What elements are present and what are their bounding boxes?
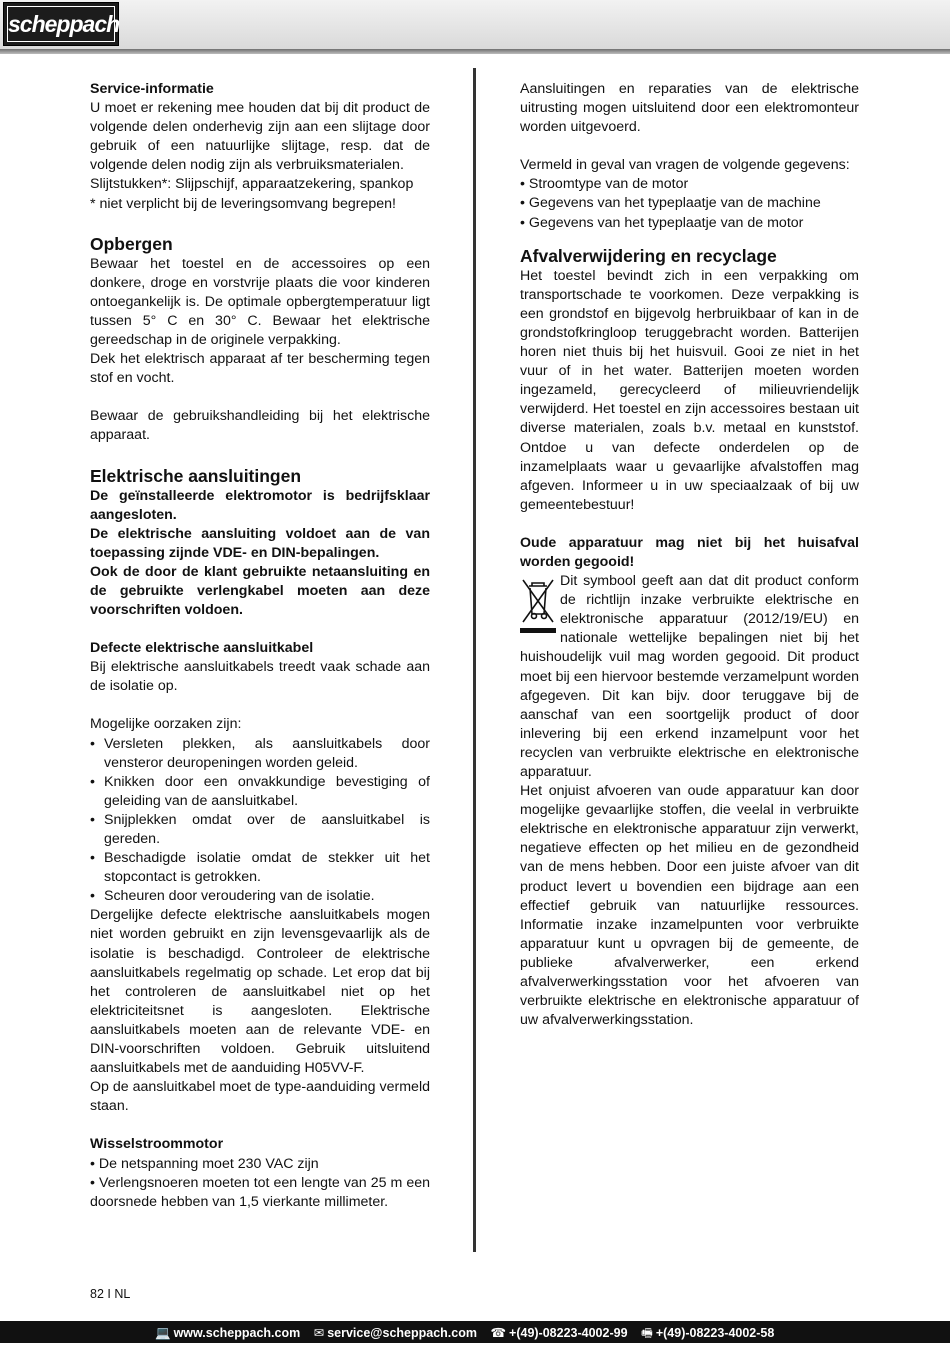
storage-text-2: Dek het elektrisch apparaat af ter bescherming tegen stof en vocht. (90, 351, 430, 387)
ac-motor-item: • De netspanning moet 230 VAC zijn (90, 1155, 319, 1172)
causes-list (90, 735, 430, 907)
header-rule (0, 49, 950, 54)
phone-text: +(49)-08223-4002-99 (509, 1326, 628, 1340)
email-text: service@scheppach.com (327, 1326, 477, 1340)
electrical-note-2: De elektrische aansluiting voldoet aan de van toepassing zijnde VDE- en DIN-bepalingen. (90, 525, 430, 561)
page-number: 82 I NL (90, 1287, 131, 1301)
storage-text-1: Bewaar het toestel en de accessoires op een donkere, droge en vorstvrije plaats die voor kinderen ontoegankelijk is. De optimale opbergtemperatuur ligt tussen 5° C en 30° C. Bewaar het elektrische gereedschap in de originele verpakking. (90, 255, 430, 349)
causes-intro: Mogelijke oorzaken zijn: (90, 716, 242, 733)
website-text: www.scheppach.com (173, 1326, 301, 1340)
questions-intro: Vermeld in geval van vragen de volgende gegevens: (520, 157, 850, 174)
fax-text: +(49)-08223-4002-58 (655, 1326, 775, 1340)
computer-icon: 💻 (155, 1326, 171, 1340)
ac-motor-item: • Verlengsnoeren moeten tot een lengte van 25 m een doorsnede hebben van 1,5 vierkante millimeter. (90, 1174, 430, 1210)
defect-cable-text-1: Bij elektrische aansluitkabels treedt vaak schade aan de isolatie op. (90, 659, 430, 695)
scheppach-logo (3, 2, 119, 46)
question-item: • Gegevens van het typeplaatje van de machine (520, 195, 821, 212)
right-column (520, 80, 859, 1030)
service-text: U moet er rekening mee houden dat bij dit product de volgende delen onderhevig zijn aan een slijtage door gebruik of een natuurlijke slijtage, resp. dat de volgende delen nodig zijn als verbruiksmaterialen. (90, 100, 430, 174)
defect-cable-text-3: Op de aansluitkabel moet de type-aanduiding vermeld staan. (90, 1079, 430, 1115)
list-item: • Scheuren door veroudering van de isolatie. (90, 887, 430, 906)
electrical-note-3: Ook de door de klant gebruikte netaansluiting en de gebruikte verlengkabel moeten aan deze voorschriften voldoen. (90, 563, 430, 619)
mail-icon: ✉ (313, 1326, 325, 1340)
storage-text-3: Bewaar de gebruikshandleiding bij het elektrische apparaat. (90, 408, 430, 444)
list-item: • Knikken door een onvakkundige bevestiging of geleiding van de aansluitkabel. (90, 773, 430, 811)
fax-icon: 🖷 (641, 1326, 653, 1340)
weee-text: Dit symbool geeft aan dat dit product conform de richtlijn inzake verbruikte elektrische en elektronische apparatuur (2012/19/EU) en nationale wettelijke bepalingen niet bij het huishoudelijk vuil mag worden gegooid. Dit product moet bij een hiervoor bestemde verzamelpunt worden afgegeven. Dit kan bijv. door teruggave bij de aanschaf van een soortgelijk product of door inlevering bij een erkend inzamelpunt voor het recyclen van verbruikte elektrische en elektronische apparatuur. (520, 573, 859, 780)
wear-parts-text: Slijtstukken*: Slijpschijf, apparaatzekering, spankop (90, 176, 414, 193)
disposal-heading: Afvalverwijdering en recyclage (520, 245, 777, 266)
ac-motor-heading: Wisselstroommotor (90, 1136, 224, 1153)
fax-number (641, 1324, 774, 1345)
defect-cable-heading: Defecte elektrische aansluitkabel (90, 640, 314, 657)
disposal-text-3: Het onjuist afvoeren van oude apparatuur kan door mogelijke gevaarlijke stoffen, die veelal in verbruikte elektrische en elektronische apparatuur zijn verwerkt, negatieve effecten op het milieu en de gezondheid van de mens hebben. Door een juiste afvoer van dit product levert u bovendien een bijdrage aan een effectief gebruik van natuurlijke ressources. Informatie inzake inzamelpunten voor verbruikte apparatuur kunt u opvragen bij de gemeente, de publieke afvalverwerker, een erkend afvalverwerkingsstation voor het afvoeren van verbruikte elektrische en elektronische apparatuur of uw afvalverwerkingsstation. (520, 783, 859, 1029)
list-item: • Snijplekken omdat over de aansluitkabel is gereden. (90, 811, 430, 849)
storage-heading: Opbergen (90, 233, 173, 254)
service-section (90, 80, 430, 214)
defect-cable-text-2: Dergelijke defecte elektrische aansluitkabels mogen niet worden gebruikt en zijn levensgevaarlijk als de isolatie is beschadigd. Controleer de elektrische aansluitkabels regelmatig op schade. Let erop dat bij het controleren de aansluitkabel niet op het elektriciteitsnet is aangesloten. Elektrische aansluitkabels moeten aan de relevante VDE- en DIN-voorschriften voldoen. Gebruik uitsluitend aansluitkabels met de aanduiding H05VV-F. (90, 907, 430, 1077)
column-divider (473, 68, 476, 1252)
disposal-section (520, 245, 859, 1031)
email-link[interactable] (314, 1325, 477, 1340)
electrical-note-1: De geïnstalleerde elektromotor is bedrijfsklaar aangesloten. (90, 487, 430, 523)
left-column (90, 80, 430, 1212)
question-item: • Gegevens van het typeplaatje van de motor (520, 214, 804, 231)
list-item: • Versleten plekken, als aansluitkabels door vensteror deuropeningen worden geleid. (90, 735, 430, 773)
phone-icon: ☎ (490, 1326, 507, 1340)
list-item: • Beschadigde isolatie omdat de stekker uit het stopcontact is getrokken. (90, 849, 430, 887)
ac-motor-section (90, 1135, 430, 1211)
weee-paragraph (520, 572, 859, 782)
logo-text: scheppach (7, 6, 115, 42)
disposal-text-1: Het toestel bevindt zich in een verpakking om transportschade te voorkomen. Deze verpakking is een grondstof en bijgevolg herbruikbaar of kan in de grondstofkringloop teruggebracht worden. Batterijen horen niet thuis bij het huisvuil. Gooi ze niet in het vuur of in het water. Batterijen moeten worden ingezameld, gerecycleerd of milieuvriendelijk verwijderd. Het toestel en zijn accessoires bestaan uit diverse materialen, zoals b.v. metaal en kunststof. Ontdoe u van defecte onderdelen op de inzamelplaats waar u gevaarlijke afvalstoffen mag afgeven. Informeer u in uw speciaalzaak of bij uw gemeentebestuur! (520, 267, 859, 513)
old-equipment-heading: Oude apparatuur mag niet bij het huisafval worden gegooid! (520, 534, 859, 570)
contact-footer (0, 1321, 950, 1343)
page-header (0, 0, 950, 50)
repairs-text: Aansluitingen en reparaties van de elektrische uitrusting mogen uitsluitend door een elektromonteur worden uitgevoerd. (520, 81, 859, 136)
electrical-heading: Elektrische aansluitingen (90, 465, 302, 486)
electrical-section (90, 465, 430, 621)
service-heading: Service-informatie (90, 81, 214, 97)
wear-parts-note: * niet verplicht bij de leveringsomvang begrepen! (90, 195, 397, 212)
question-item: • Stroomtype van de motor (520, 176, 689, 193)
defect-cable-section (90, 639, 430, 1116)
phone-number (490, 1325, 627, 1340)
crossed-bin-icon (520, 576, 556, 633)
website-link[interactable] (155, 1326, 300, 1341)
storage-section (90, 233, 430, 446)
